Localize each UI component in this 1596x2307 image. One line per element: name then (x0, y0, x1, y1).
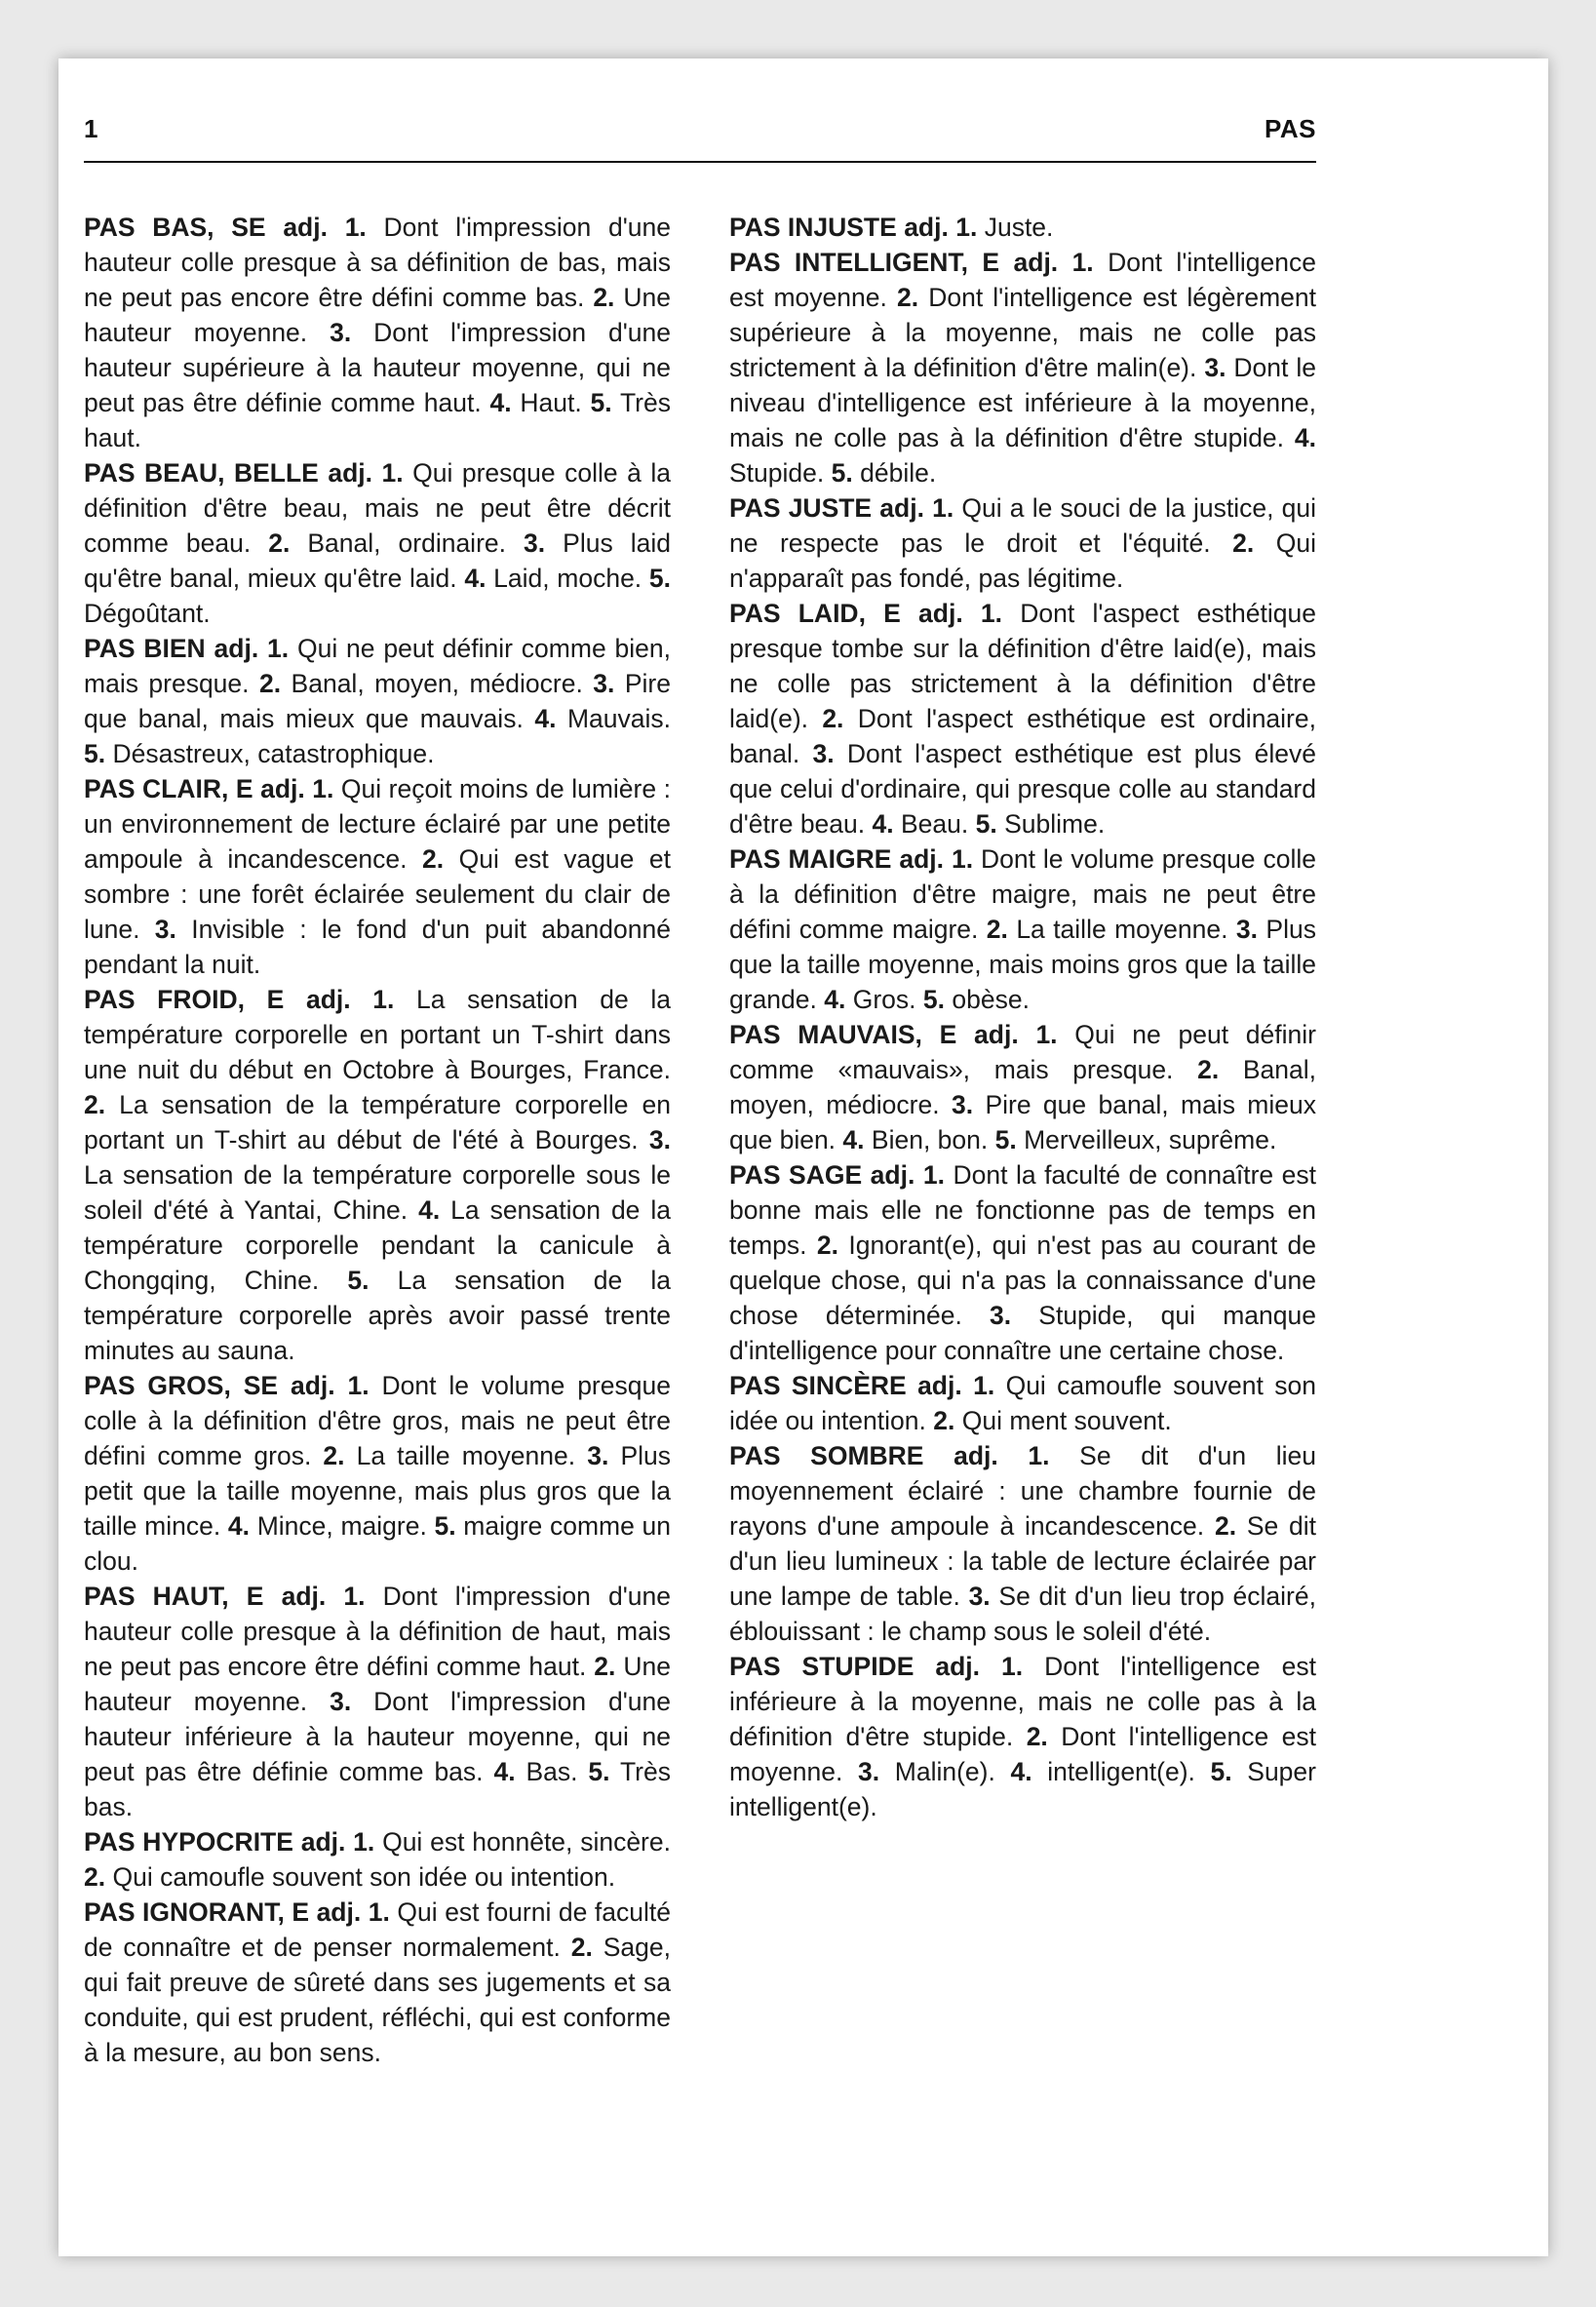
sense-text: Bien, bon. (871, 1125, 989, 1154)
sense-text: Se dit d'un lieu lumineux : la table de lecture éclairée par une lampe de table. (729, 1511, 1317, 1611)
sense-text: Stupide. (729, 458, 825, 488)
sense-number: 1. (368, 1897, 390, 1927)
sense-number: 1. (312, 774, 334, 803)
sense-text: Dont le volume presque colle à la définition d'être gros, mais ne peut être défini comme gros. (84, 1371, 671, 1470)
sense-text: Qui est vague et sombre : une forêt éclairée seulement du clair de lune. (84, 844, 671, 944)
sense-text: Dont la faculté de connaître est bonne mais elle ne fonctionne pas de temps en temps. (729, 1160, 1316, 1260)
dictionary-entry (729, 245, 1316, 490)
sense-text: Dont l'intelligence est légèrement supérieure à la moyenne, mais ne colle pas strictement à la définition d'être malin(e). (729, 283, 1316, 382)
part-of-speech: adj. (316, 1897, 362, 1927)
headword: PAS SAGE (729, 1160, 863, 1190)
sense-text: Mince, maigre. (256, 1511, 427, 1541)
sense-text: Laid, moche. (493, 564, 642, 593)
sense-text: Banal, moyen, médiocre. (729, 1055, 1316, 1119)
part-of-speech: adj. (870, 1160, 915, 1190)
dictionary-entry (729, 1368, 1316, 1438)
sense-number: 1. (973, 1371, 995, 1400)
sense-text: Plus laid qu'être banal, mieux qu'être laid. (84, 528, 671, 593)
sense-number: 2. (1026, 1722, 1048, 1751)
sense-number: 4. (489, 388, 512, 417)
sense-text: Banal, ordinaire. (307, 528, 506, 558)
sense-text: Dont l'aspect esthétique est ordinaire, banal. (729, 704, 1316, 768)
sense-number: 1. (951, 844, 974, 874)
sense-text: Qui camoufle souvent son idée ou intention. (729, 1371, 1316, 1435)
sense-text: Dont l'impression d'une hauteur colle presque à sa définition de bas, mais ne peut pas encore être défini comme bas. (84, 213, 671, 312)
sense-number: 3. (968, 1582, 991, 1611)
sense-number: 2. (323, 1441, 345, 1470)
sense-number: 5. (648, 564, 671, 593)
dictionary-entry (84, 455, 671, 631)
sense-number: 5. (347, 1266, 370, 1295)
sense-number: 3. (648, 1125, 671, 1154)
sense-number: 2. (268, 528, 291, 558)
sense-number: 4. (227, 1511, 251, 1541)
sense-text: Invisible : le fond d'un puit abandonné pendant la nuit. (84, 915, 671, 979)
headword: PAS INJUSTE (729, 213, 897, 242)
sense-number: 3. (154, 915, 176, 944)
sense-number: 1. (1071, 248, 1094, 277)
sense-text: débile. (860, 458, 937, 488)
sense-number: 2. (570, 1933, 593, 1962)
part-of-speech: adj. (300, 1827, 346, 1857)
sense-text: Qui reçoit moins de lumière : un environnement de lecture éclairé par une petite ampoule à incandescence. (84, 774, 671, 874)
dictionary-entry (84, 1824, 671, 1895)
sense-number: 1. (381, 458, 404, 488)
sense-number: 5. (84, 739, 106, 768)
sense-number: 3. (330, 318, 352, 347)
sense-number: 1. (372, 985, 395, 1014)
part-of-speech: adj. (281, 1582, 327, 1611)
sense-text: La sensation de la température corporelle après avoir passé trente minutes au sauna. (84, 1266, 671, 1365)
sense-number: 1. (344, 213, 367, 242)
sense-text: Dont l'impression d'une hauteur colle presque à la définition de haut, mais ne peut pas encore être défini comme haut. (84, 1582, 671, 1681)
sense-text: Qui ment souvent. (961, 1406, 1172, 1435)
sense-number: 1. (353, 1827, 375, 1857)
headword: PAS JUSTE (729, 493, 873, 523)
dictionary-entry (84, 1579, 671, 1824)
sense-text: Haut. (520, 388, 582, 417)
headword: PAS IGNORANT, E (84, 1897, 310, 1927)
sense-text: Plus que la taille moyenne, mais moins gros que la taille grande. (729, 915, 1316, 1014)
dictionary-entry (729, 1438, 1316, 1649)
sense-text: Qui camoufle souvent son idée ou intention. (112, 1862, 616, 1892)
dictionary-entry (729, 1017, 1316, 1157)
sense-number: 5. (831, 458, 853, 488)
sense-number: 2. (593, 283, 615, 312)
sense-text: maigre comme un clou. (84, 1511, 671, 1576)
sense-number: 2. (258, 669, 282, 698)
dictionary-entry (729, 841, 1316, 1017)
dictionary-entry (84, 771, 671, 982)
sense-number: 3. (812, 739, 835, 768)
part-of-speech: adj. (260, 774, 305, 803)
sense-number: 2. (1197, 1055, 1220, 1084)
headword: PAS LAID, E (729, 599, 901, 628)
sense-text: Une hauteur moyenne. (84, 1652, 671, 1716)
headword: PAS BAS, SE (84, 213, 266, 242)
sense-text: Très haut. (84, 388, 671, 452)
sense-number: 5. (922, 985, 946, 1014)
sense-text: Sublime. (1004, 809, 1106, 839)
sense-number: 5. (434, 1511, 456, 1541)
part-of-speech: adj. (214, 634, 259, 663)
part-of-speech: adj. (305, 985, 351, 1014)
sense-number: 2. (933, 1406, 955, 1435)
part-of-speech: adj. (283, 213, 328, 242)
sense-text: Banal, moyen, médiocre. (291, 669, 583, 698)
part-of-speech: adj. (974, 1020, 1019, 1049)
sense-text: Beau. (901, 809, 969, 839)
sense-number: 5. (1210, 1757, 1232, 1786)
dictionary-entry (729, 1649, 1316, 1824)
sense-number: 1. (955, 213, 978, 242)
sense-text: Dont l'intelligence est moyenne. (729, 1722, 1316, 1786)
dictionary-entry (729, 490, 1316, 596)
sense-text: La sensation de la température corporelle sous le soleil d'été à Yantai, Chine. (84, 1160, 671, 1225)
part-of-speech: adj. (1013, 248, 1059, 277)
sense-number: 2. (816, 1231, 838, 1260)
sense-number: 1. (343, 1582, 366, 1611)
sense-number: 4. (493, 1757, 516, 1786)
sense-number: 3. (593, 669, 615, 698)
sense-number: 3. (587, 1441, 609, 1470)
sense-number: 1. (932, 493, 954, 523)
sense-text: Dont le volume presque colle à la définition d'être maigre, mais ne peut être défini comme maigre. (729, 844, 1316, 944)
sense-text: Ignorant(e), qui n'est pas au courant de quelque chose, qui n'a pas la connaissance d'une chose déterminée. (729, 1231, 1316, 1330)
part-of-speech: adj. (918, 599, 963, 628)
sense-number: 3. (951, 1090, 974, 1119)
sense-text: Mauvais. (566, 704, 671, 733)
part-of-speech: adj. (917, 1371, 962, 1400)
sense-text: Bas. (526, 1757, 578, 1786)
sense-number: 3. (524, 528, 546, 558)
sense-number: 4. (418, 1195, 441, 1225)
sense-text: Qui ne peut définir comme «mauvais», mais presque. (729, 1020, 1316, 1084)
guide-word: PAS (1264, 114, 1316, 143)
page-number: 1 (84, 114, 98, 143)
sense-text: Dont l'aspect esthétique est plus élevé que celui d'ordinaire, qui presque colle au standard d'être beau. (729, 739, 1316, 839)
sense-number: 1. (347, 1371, 370, 1400)
sense-text: Gros. (852, 985, 916, 1014)
sense-number: 1. (922, 1160, 945, 1190)
sense-text: Qui est fourni de faculté de connaître et de penser normalement. (84, 1897, 671, 1962)
sense-number: 5. (588, 1757, 610, 1786)
sense-number: 5. (975, 809, 997, 839)
sense-number: 2. (84, 1090, 106, 1119)
sense-text: Dont l'intelligence est inférieure à la moyenne, mais ne colle pas à la définition d'être stupide. (729, 1652, 1316, 1751)
left-column (84, 210, 671, 2070)
headword: PAS FROID, E (84, 985, 285, 1014)
sense-text: Malin(e). (894, 1757, 995, 1786)
sense-text: intelligent(e). (1047, 1757, 1195, 1786)
sense-text: Une hauteur moyenne. (84, 283, 671, 347)
part-of-speech: adj. (904, 213, 949, 242)
sense-text: Juste. (984, 213, 1054, 242)
headword: PAS CLAIR, E (84, 774, 253, 803)
dictionary-entry (84, 982, 671, 1368)
sense-text: Dégoûtant. (84, 599, 211, 628)
dictionary-entry (84, 1895, 671, 2070)
sense-number: 2. (822, 704, 844, 733)
headword: PAS MAUVAIS, E (729, 1020, 957, 1049)
sense-text: Merveilleux, suprême. (1024, 1125, 1277, 1154)
headword: PAS HYPOCRITE (84, 1827, 293, 1857)
sense-number: 4. (534, 704, 557, 733)
right-column (729, 210, 1316, 1824)
dictionary-entry (729, 210, 1316, 245)
sense-number: 4. (1294, 423, 1316, 452)
sense-text: Qui est honnête, sincère. (382, 1827, 671, 1857)
headword: PAS STUPIDE (729, 1652, 915, 1681)
sense-number: 3. (858, 1757, 880, 1786)
sense-number: 1. (980, 599, 1003, 628)
headword: PAS BIEN (84, 634, 206, 663)
dictionary-entry (84, 1368, 671, 1579)
dictionary-entry (84, 631, 671, 771)
sense-number: 1. (1001, 1652, 1024, 1681)
sense-number: 4. (1010, 1757, 1032, 1786)
sense-text: La sensation de la température corporelle pendant la canicule à Chongqing, Chine. (84, 1195, 671, 1295)
sense-text: La sensation de la température corporelle en portant un T-shirt dans une nuit du début en Octobre à Bourges, France. (84, 985, 671, 1084)
sense-number: 2. (594, 1652, 616, 1681)
sense-number: 4. (464, 564, 487, 593)
sense-number: 1. (1035, 1020, 1058, 1049)
sense-text: Désastreux, catastrophique. (112, 739, 435, 768)
sense-text: Dont le niveau d'intelligence est inférieure à la moyenne, mais ne colle pas à la définition d'être stupide. (729, 353, 1316, 452)
dictionary-entry (729, 1157, 1316, 1368)
sense-text: Qui presque colle à la définition d'être beau, mais ne peut être décrit comme beau. (84, 458, 671, 558)
sense-text: Stupide, qui manque d'intelligence pour connaître une certaine chose. (729, 1301, 1316, 1365)
sense-text: Très bas. (84, 1757, 671, 1821)
sense-number: 2. (1214, 1511, 1237, 1541)
headword: PAS SOMBRE (729, 1441, 924, 1470)
sense-number: 2. (422, 844, 445, 874)
sense-text: Dont l'intelligence est moyenne. (729, 248, 1316, 312)
sense-text: Pire que banal, mais mieux que bien. (729, 1090, 1316, 1154)
part-of-speech: adj. (899, 844, 945, 874)
sense-number: 4. (842, 1125, 865, 1154)
sense-text: Se dit d'un lieu moyennement éclairé : une chambre fournie de rayons d'une ampoule à incandescence. (729, 1441, 1316, 1541)
sense-text: La sensation de la température corporelle en portant un T-shirt au début de l'été à Bourges. (84, 1090, 671, 1154)
running-header (84, 114, 1316, 163)
sense-number: 2. (896, 283, 919, 312)
headword: PAS GROS, SE (84, 1371, 279, 1400)
headword: PAS HAUT, E (84, 1582, 264, 1611)
sense-number: 3. (330, 1687, 352, 1716)
sense-number: 2. (986, 915, 1008, 944)
sense-text: Dont l'impression d'une hauteur supérieure à la hauteur moyenne, qui ne peut pas être définie comme haut. (84, 318, 671, 417)
sense-number: 3. (1235, 915, 1258, 944)
sense-text: Qui ne peut définir comme bien, mais presque. (84, 634, 671, 698)
sense-text: Super intelligent(e). (729, 1757, 1316, 1821)
part-of-speech: adj. (935, 1652, 981, 1681)
sense-number: 3. (990, 1301, 1012, 1330)
headword: PAS BEAU, BELLE (84, 458, 319, 488)
sense-text: Dont l'aspect esthétique presque tombe sur la définition d'être laid(e), mais ne colle pas strictement à la définition d'être laid(e). (729, 599, 1316, 733)
sense-text: Qui n'apparaît pas fondé, pas légitime. (729, 528, 1316, 593)
sense-number: 2. (1232, 528, 1255, 558)
sense-number: 1. (1028, 1441, 1050, 1470)
part-of-speech: adj. (328, 458, 372, 488)
sense-text: Dont l'impression d'une hauteur inférieure à la hauteur moyenne, qui ne peut pas être définie comme bas. (84, 1687, 671, 1786)
sense-text: La taille moyenne. (1016, 915, 1228, 944)
part-of-speech: adj. (879, 493, 924, 523)
sense-text: Se dit d'un lieu trop éclairé, éblouissant : le champ sous le soleil d'été. (729, 1582, 1316, 1646)
sense-number: 5. (994, 1125, 1017, 1154)
headword: PAS MAIGRE (729, 844, 892, 874)
part-of-speech: adj. (954, 1441, 998, 1470)
sense-text: La taille moyenne. (356, 1441, 576, 1470)
sense-number: 5. (590, 388, 612, 417)
sense-text: Pire que banal, mais mieux que mauvais. (84, 669, 671, 733)
sense-text: Qui a le souci de la justice, qui ne respecte pas le droit et l'équité. (729, 493, 1316, 558)
sense-number: 1. (267, 634, 290, 663)
sense-number: 2. (84, 1862, 106, 1892)
dictionary-entry (84, 210, 671, 455)
part-of-speech: adj. (290, 1371, 335, 1400)
sense-number: 4. (824, 985, 846, 1014)
sense-text: obèse. (952, 985, 1030, 1014)
sense-number: 3. (1204, 353, 1226, 382)
sense-number: 4. (872, 809, 894, 839)
dictionary-entry (729, 596, 1316, 841)
headword: PAS INTELLIGENT, E (729, 248, 1000, 277)
sense-text: Plus petit que la taille moyenne, mais plus gros que la taille mince. (84, 1441, 671, 1541)
sense-text: Sage, qui fait preuve de sûreté dans ses jugements et sa conduite, qui est prudent, réfléchi, qui est conforme à la mesure, au bon sens. (84, 1933, 671, 2067)
headword: PAS SINCÈRE (729, 1371, 907, 1400)
